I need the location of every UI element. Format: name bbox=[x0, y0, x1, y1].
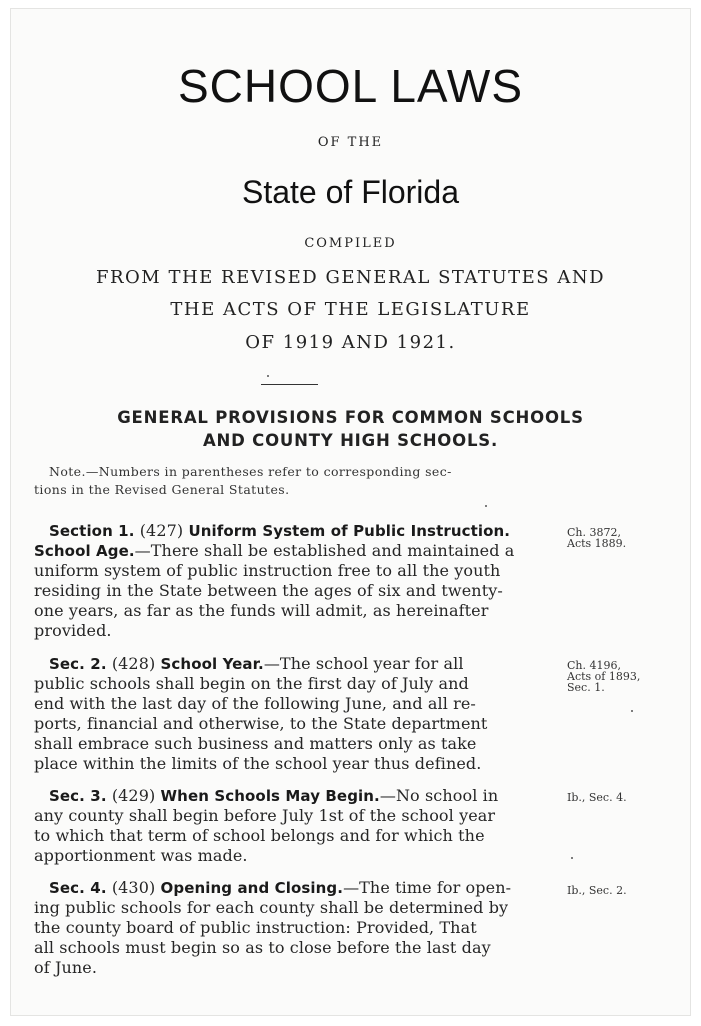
section-4-title: Opening and Closing. bbox=[160, 879, 344, 897]
title-compiled: COMPILED bbox=[304, 236, 397, 251]
section-4-text-line: of June. bbox=[34, 958, 98, 977]
section-2-text-line: —The school year for all bbox=[263, 654, 464, 673]
section-4-text-line: the county board of public instruction: Provided, That bbox=[34, 918, 477, 937]
print-speck bbox=[631, 710, 633, 712]
section-2-text-line: public schools shall begin on the first day of July and bbox=[34, 674, 469, 693]
section-3-number: (429) bbox=[111, 786, 156, 805]
title-divider bbox=[261, 384, 318, 385]
section-2-side-note-line: Sec. 1. bbox=[567, 681, 605, 694]
section-2-label: Sec. 2. bbox=[49, 655, 107, 673]
section-3-text-line: —No school in bbox=[379, 786, 499, 805]
section-1-side-note-line: Ch. 3872, bbox=[567, 526, 621, 539]
section-3-text-line: any county shall begin before July 1st of the school year bbox=[34, 806, 496, 825]
section-3-side-note: Ib., Sec. 4. bbox=[567, 791, 627, 804]
section-1-subtitle: School Age. bbox=[34, 542, 135, 560]
title-of-the: OF THE bbox=[317, 135, 384, 150]
section-1-text-line: one years, as far as the funds will admit, as hereinafter bbox=[34, 601, 489, 620]
section-3-text-line: to which that term of school belongs and for which the bbox=[34, 826, 485, 845]
section-2-side-note-line: Ch. 4196, bbox=[567, 659, 621, 672]
section-1-label: Section 1. bbox=[49, 522, 135, 540]
section-4-text-line: ing public schools for each county shall be determined by bbox=[34, 898, 509, 917]
title-state: State of Florida bbox=[242, 174, 459, 210]
section-4-label: Sec. 4. bbox=[49, 879, 107, 897]
section-1-first-line bbox=[49, 521, 510, 541]
section-1-text-line: —There shall be established and maintained a bbox=[134, 541, 515, 560]
section-2-first-line bbox=[49, 654, 464, 674]
section-3-label: Sec. 3. bbox=[49, 787, 107, 805]
section-4-number: (430) bbox=[111, 878, 156, 897]
print-speck bbox=[267, 375, 269, 377]
title-from-line-2: THE ACTS OF THE LEGISLATURE bbox=[170, 299, 531, 320]
title-from-line-3: OF 1919 AND 1921. bbox=[245, 332, 456, 353]
section-1-second-line bbox=[34, 541, 514, 561]
document-title: SCHOOL LAWS bbox=[178, 60, 523, 112]
section-1-number: (427) bbox=[139, 521, 184, 540]
section-4-text-line: —The time for open- bbox=[343, 878, 512, 897]
section-1-text-line: uniform system of public instruction free to all the youth bbox=[34, 561, 501, 580]
section-heading-line-1: GENERAL PROVISIONS FOR COMMON SCHOOLS bbox=[117, 408, 584, 427]
note-line-2: tions in the Revised General Statutes. bbox=[34, 482, 290, 497]
section-4-text-line: all schools must begin so as to close before the last day bbox=[34, 938, 491, 957]
section-1-side-note-line: Acts 1889. bbox=[567, 537, 627, 550]
section-4-side-note: Ib., Sec. 2. bbox=[567, 884, 627, 897]
document-page bbox=[10, 8, 691, 1016]
section-1-text-line: residing in the State between the ages of six and twenty- bbox=[34, 581, 503, 600]
section-2-text-line: end with the last day of the following June, and all re- bbox=[34, 694, 476, 713]
print-speck bbox=[571, 857, 573, 859]
title-from-line-1: FROM THE REVISED GENERAL STATUTES AND bbox=[96, 267, 605, 288]
section-2-text-line: ports, financial and otherwise, to the State department bbox=[34, 714, 488, 733]
section-2-title: School Year. bbox=[160, 655, 264, 673]
section-3-first-line bbox=[49, 786, 498, 806]
section-2-side-note-line: Acts of 1893, bbox=[567, 670, 641, 683]
section-2-text-line: place within the limits of the school year thus defined. bbox=[34, 754, 482, 773]
section-1-text-line: provided. bbox=[34, 621, 112, 640]
section-2-text-line: shall embrace such business and matters only as take bbox=[34, 734, 477, 753]
section-4-first-line bbox=[49, 878, 511, 898]
section-3-text-line: apportionment was made. bbox=[34, 846, 248, 865]
section-1-title: Uniform System of Public Instruction. bbox=[188, 522, 511, 540]
section-3-title: When Schools May Begin. bbox=[160, 787, 380, 805]
note-line-1: Note.—Numbers in parentheses refer to corresponding sec- bbox=[49, 464, 452, 479]
section-heading-line-2: AND COUNTY HIGH SCHOOLS. bbox=[202, 431, 499, 450]
print-speck bbox=[485, 505, 487, 507]
section-2-number: (428) bbox=[111, 654, 156, 673]
